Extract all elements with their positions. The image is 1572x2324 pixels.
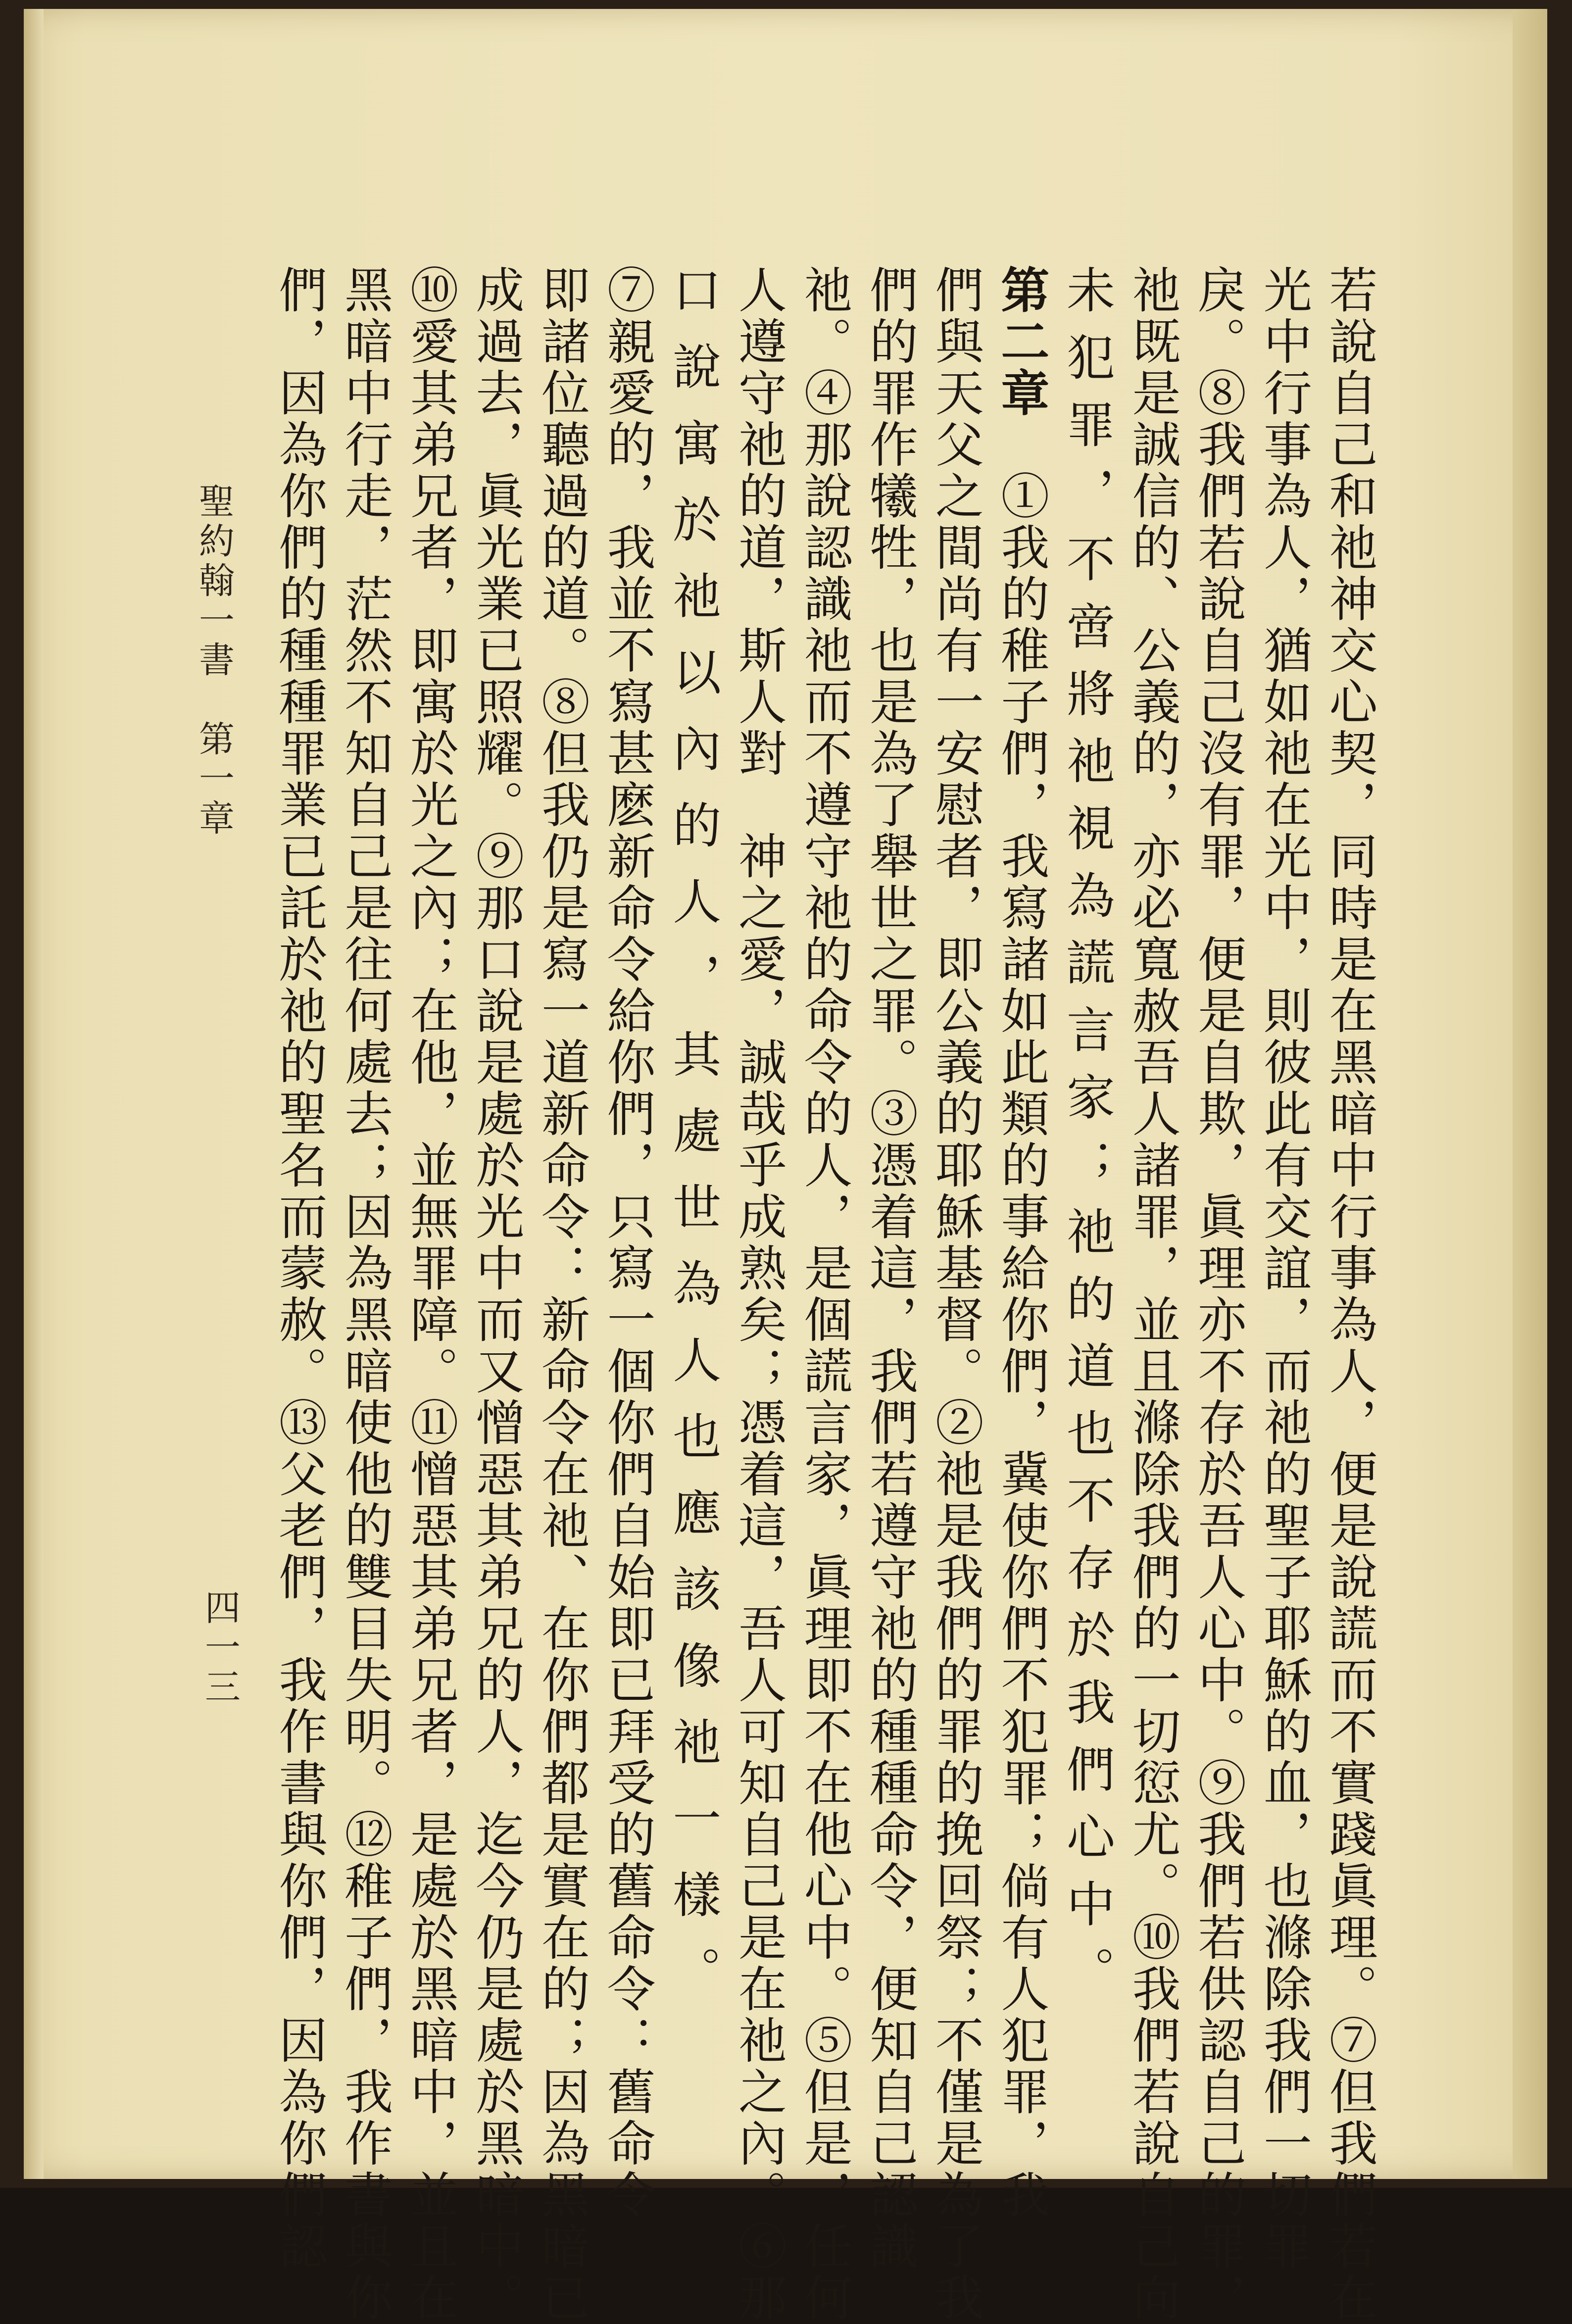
text-line: 成過去，眞光業已照耀。⑨那口說是處於光中而又憎惡其弟兄的人，迄今仍是處於黑暗中。 — [467, 265, 524, 2324]
page-gutter — [24, 9, 44, 2179]
page-number: 四一三 — [199, 1589, 241, 1708]
text-line: 口說寓於祂以內的人，其處世為人也應該像祂一樣。 — [664, 265, 721, 1997]
text-line: 未犯罪，不啻將祂視為謊言家；祂的道也不存於我們心中。 — [1058, 265, 1115, 1997]
text-line: ⑩愛其弟兄者，即寓於光之內；在他，並無罪障。⑪憎惡其弟兄者，是處於黑暗中，並且在 — [402, 265, 459, 2324]
text-line: 祂既是誠信的、公義的，亦必寬赦吾人諸罪，並且滌除我們的一切愆尤。⑩我們若說自己向 — [1124, 265, 1181, 2324]
text-line: 第二章 ①我的稚子們，我寫諸如此類的事給你們，冀使你們不犯罪；倘有人犯罪，我 — [992, 265, 1050, 2221]
text-line: 若說自己和祂神交心契，同時是在黑暗中行事為人，便是說謊而不實踐眞理。⑦但我們若在 — [1321, 265, 1377, 2324]
text-line: 們，因為你們的種種罪業已託於祂的聖名而蒙赦。⑬父老們，我作書與你們，因為你們認 — [271, 265, 327, 2273]
text-line: 戾。⑧我們若說自己沒有罪，便是自欺，眞理亦不存於吾人心中。⑨我們若供認自己的罪， — [1189, 265, 1246, 2324]
chapter-heading: 第二章 — [992, 265, 1050, 419]
text-line: 們與天父之間尚有一安慰者，即公義的耶穌基督。②祂是我們的罪的挽回祭；不僅是為了我 — [927, 265, 984, 2324]
text-line: 黑暗中行走，茫然不知自己是往何處去；因為黑暗使他的雙目失明。⑫稚子們，我作書與你 — [336, 265, 393, 2324]
text-line: 們的罪作犧牲，也是為了舉世之罪。③憑着這，我們若遵守祂的種種命令，便知自己認識 — [861, 265, 918, 2273]
running-title: 聖約翰一書 第一章 — [193, 483, 235, 839]
text-line: ⑦親愛的，我並不寫甚麽新命令給你們，只寫一個你們自始即已拜受的舊命令：舊命令 — [599, 265, 656, 2221]
text-line: 即諸位聽過的道。⑧但我仍是寫一道新命令：新命令在祂、在你們都是實在的；因為黑暗已 — [533, 265, 590, 2324]
body-text — [271, 265, 1377, 2324]
text-line: 光中行事為人，猶如祂在光中，則彼此有交誼，而祂的聖子耶穌的血，也滌除我們一切罪 — [1255, 265, 1312, 2273]
text-line: 人遵守祂的道，斯人對 神之愛，誠哉乎成熟矣；憑着這，吾人可知自己是在祂之內。⑥那 — [730, 265, 787, 2324]
text-line: 祂。④那說認識祂而不遵守祂的命令的人，是個謊言家，眞理即不在他心中。⑤但是，任何 — [796, 265, 852, 2324]
page-edge — [1513, 9, 1547, 2179]
